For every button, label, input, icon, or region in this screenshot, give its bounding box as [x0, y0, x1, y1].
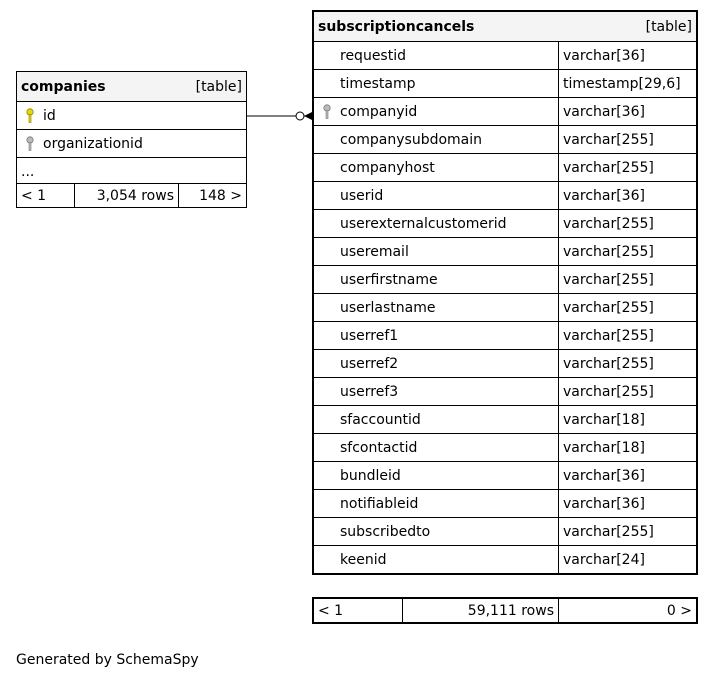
subscriptioncancels-table[interactable] [313, 11, 697, 574]
column-type: varchar[36] [559, 462, 697, 490]
table-row [17, 158, 247, 186]
table-row[interactable] [314, 546, 697, 574]
prev-page[interactable]: < 1 [17, 184, 75, 208]
primary-key-icon [25, 108, 35, 124]
column-type: varchar[255] [559, 518, 697, 546]
table-type-label: [table] [645, 18, 692, 35]
column-type: varchar[255] [559, 350, 697, 378]
column-name: sfaccountid [340, 411, 421, 428]
table-row[interactable] [314, 70, 697, 98]
column-type: varchar[36] [559, 42, 697, 70]
more-columns-ellipsis: ... [21, 163, 35, 180]
table-row[interactable] [314, 490, 697, 518]
column-type: varchar[24] [559, 546, 697, 574]
generated-by-footer: Generated by SchemaSpy [16, 652, 199, 668]
table-row[interactable] [314, 350, 697, 378]
table-name: companies [21, 78, 106, 95]
column-type: varchar[18] [559, 434, 697, 462]
column-name: bundleid [340, 467, 401, 484]
subscriptioncancels-footer [313, 598, 697, 623]
column-type: varchar[36] [559, 490, 697, 518]
table-row[interactable] [314, 294, 697, 322]
column-name: organizationid [43, 135, 143, 152]
companies-footer [16, 183, 247, 208]
table-row[interactable] [314, 322, 697, 350]
column-name: userid [340, 187, 384, 204]
foreign-key-icon [322, 104, 332, 120]
table-row[interactable] [314, 210, 697, 238]
table-type-label: [table] [195, 78, 242, 95]
column-name: companysubdomain [340, 131, 483, 148]
column-type: varchar[36] [559, 98, 697, 126]
table-row[interactable] [17, 102, 247, 130]
column-name: notifiableid [340, 495, 419, 512]
column-name: sfcontactid [340, 439, 418, 456]
next-page[interactable]: 0 > [559, 599, 697, 623]
column-type: timestamp[29,6] [559, 70, 697, 98]
table-row[interactable] [314, 434, 697, 462]
column-type: varchar[255] [559, 238, 697, 266]
table-row[interactable] [314, 182, 697, 210]
column-name: userref2 [340, 355, 399, 372]
column-name: userlastname [340, 299, 436, 316]
column-name: userref1 [340, 327, 399, 344]
column-type: varchar[36] [559, 182, 697, 210]
foreign-key-icon [25, 136, 35, 152]
column-name: id [43, 107, 56, 124]
table-name: subscriptioncancels [318, 18, 475, 35]
column-name: requestid [340, 47, 406, 64]
row-count: 59,111 rows [403, 599, 559, 623]
table-row[interactable] [314, 42, 697, 70]
column-type: varchar[255] [559, 266, 697, 294]
companies-table[interactable] [16, 71, 247, 186]
column-name: companyhost [340, 159, 435, 176]
column-name: companyid [340, 103, 418, 120]
table-row[interactable] [17, 130, 247, 158]
table-row[interactable] [314, 462, 697, 490]
table-row[interactable] [314, 378, 697, 406]
table-row[interactable] [314, 406, 697, 434]
column-type: varchar[255] [559, 322, 697, 350]
column-type: varchar[255] [559, 210, 697, 238]
column-type: varchar[255] [559, 378, 697, 406]
row-count: 3,054 rows [75, 184, 179, 208]
zero-optional-marker [296, 112, 304, 120]
column-name: userfirstname [340, 271, 438, 288]
table-row[interactable] [314, 238, 697, 266]
column-type: varchar[255] [559, 294, 697, 322]
column-name: timestamp [340, 75, 416, 92]
table-row[interactable] [314, 154, 697, 182]
prev-page[interactable]: < 1 [314, 599, 403, 623]
column-name: userexternalcustomerid [340, 215, 507, 232]
table-row[interactable] [314, 518, 697, 546]
column-type: varchar[18] [559, 406, 697, 434]
table-row[interactable] [314, 98, 697, 126]
column-type: varchar[255] [559, 154, 697, 182]
next-page[interactable]: 148 > [179, 184, 247, 208]
table-row[interactable] [314, 126, 697, 154]
table-row[interactable] [314, 266, 697, 294]
column-name: subscribedto [340, 523, 431, 540]
column-name: userref3 [340, 383, 399, 400]
column-type: varchar[255] [559, 126, 697, 154]
column-name: keenid [340, 551, 387, 568]
column-name: useremail [340, 243, 409, 260]
